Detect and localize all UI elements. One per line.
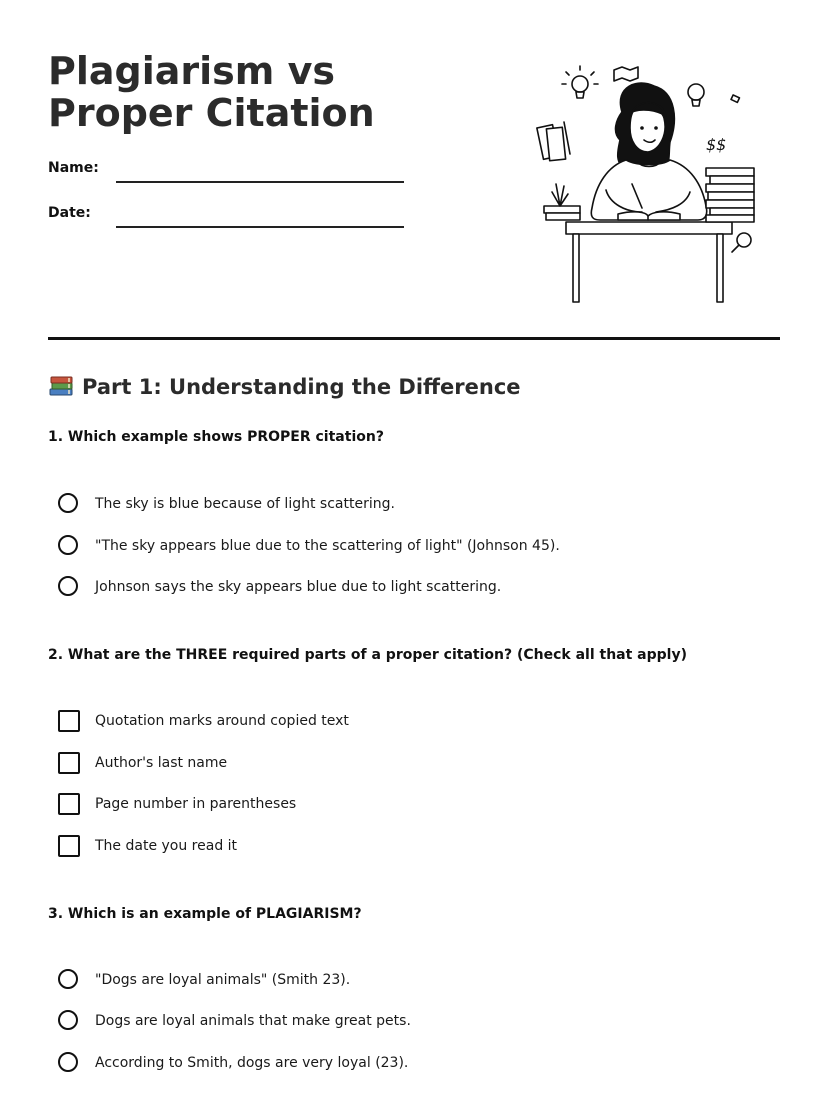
q2-option-c[interactable] <box>56 791 756 819</box>
radio-button[interactable] <box>58 1010 78 1030</box>
question-1: 1. Which example shows PROPER citation? <box>48 429 384 445</box>
q3-option-c[interactable] <box>56 1050 756 1078</box>
radio-button[interactable] <box>58 576 78 596</box>
q1-option-c[interactable] <box>56 574 756 602</box>
option-text: According to Smith, dogs are very loyal (23). <box>95 1055 409 1071</box>
part1-heading-text: Part 1: Understanding the Difference <box>82 375 521 399</box>
radio-button[interactable] <box>58 493 78 513</box>
q3-option-b[interactable] <box>56 1008 756 1036</box>
q2-option-a[interactable] <box>56 708 756 736</box>
option-text: "The sky appears blue due to the scattering of light" (Johnson 45). <box>95 538 560 554</box>
books-icon <box>48 374 76 398</box>
radio-button[interactable] <box>58 969 78 989</box>
radio-button[interactable] <box>58 535 78 555</box>
option-text: Author's last name <box>95 755 228 771</box>
date-answer-line[interactable] <box>116 226 404 228</box>
q1-option-b[interactable] <box>56 533 756 561</box>
question-3: 3. Which is an example of PLAGIARISM? <box>48 906 362 922</box>
option-text: Page number in parentheses <box>95 796 297 812</box>
q2-option-d[interactable] <box>56 833 756 861</box>
name-answer-line[interactable] <box>116 181 404 183</box>
name-field <box>48 152 408 182</box>
question-2: 2. What are the THREE required parts of a proper citation? (Check all that apply) <box>48 647 687 663</box>
q1-option-a[interactable] <box>56 491 756 519</box>
option-text: The sky is blue because of light scattering. <box>95 496 395 512</box>
date-label: Date: <box>48 205 91 221</box>
svg-text:$$: $$ <box>706 135 727 154</box>
name-label: Name: <box>48 160 99 176</box>
date-field <box>48 197 408 227</box>
option-text: Johnson says the sky appears blue due to light scattering. <box>95 579 502 595</box>
option-text: The date you read it <box>95 838 238 854</box>
checkbox[interactable] <box>58 835 80 857</box>
option-text: Quotation marks around copied text <box>95 713 349 729</box>
checkbox[interactable] <box>58 793 80 815</box>
part1-heading <box>48 374 521 399</box>
q2-option-b[interactable] <box>56 750 756 778</box>
checkbox[interactable] <box>58 752 80 774</box>
q3-option-a[interactable] <box>56 967 756 995</box>
student-writing-at-desk-illustration <box>530 58 766 308</box>
option-text: "Dogs are loyal animals" (Smith 23). <box>95 972 351 988</box>
checkbox[interactable] <box>58 710 80 732</box>
option-text: Dogs are loyal animals that make great pets. <box>95 1013 411 1029</box>
worksheet-title: Plagiarism vs Proper Citation <box>48 49 375 135</box>
radio-button[interactable] <box>58 1052 78 1072</box>
header-divider <box>48 337 780 340</box>
